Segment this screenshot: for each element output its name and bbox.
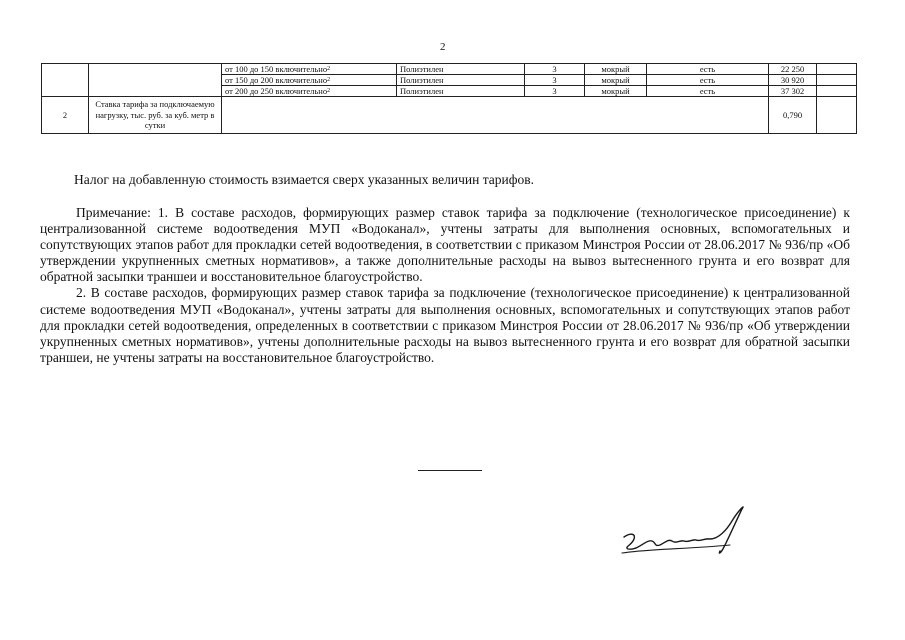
number-cell: [42, 64, 89, 97]
note-paragraph-2: 2. В составе расходов, формирующих размер ставок тарифа за подключение (технологическое присоединение) к централизованной системе водоотведения МУП «Водоканал», учтены затраты для выполнения основных, вспомогательных и сопутствующих этапов работ для прокладки сетей водоотведения, определенных в соответствии с приказом Минстроя России от 28.06.2017 № 936/пр «Об утверждении укрупненных сметных нормативов», учтены дополнительные расходы на вывоз вытесненного грунта и его возврат для обратной засыпки траншеи, не учтены затраты на восстановительное благоустройство.: [40, 285, 850, 365]
footnote-mark: 2: [327, 88, 331, 94]
value-cell: 22 250: [769, 64, 817, 75]
notes-section: [40, 205, 850, 366]
note-paragraph-1: Примечание: 1. В составе расходов, формирующих размер ставок тарифа за подключение (технологическое присоединение) к централизованной системе водоотведения МУП «Водоканал», учтены затраты для выполнения основных, вспомогательных и сопутствующих этапов работ для прокладки сетей водоотведения, в соответствии с приказом Минстроя России от 28.06.2017 № 936/пр «Об утверждении укрупненных сметных нормативов», а также дополнительные расходы на вывоз вытесненного грунта и его возврат для обратной засыпки траншеи и восстановительное благоустройство.: [40, 205, 850, 285]
value-cell: 37 302: [769, 86, 817, 97]
separator-line: [418, 470, 482, 471]
range-text: от 200 до 250 включительно: [225, 86, 328, 96]
row-value: 0,790: [769, 97, 817, 134]
range-cell: [222, 64, 397, 75]
page-number: 2: [440, 41, 446, 53]
range-cell: [222, 86, 397, 97]
range-cell: [222, 75, 397, 86]
flag-cell: есть: [647, 64, 769, 75]
soil-cell: мокрый: [585, 75, 647, 86]
empty-cell: [817, 86, 857, 97]
material-cell: Полиэтилен: [397, 64, 525, 75]
signature: [618, 495, 758, 562]
empty-cell: [817, 97, 857, 134]
tariff-table: [41, 63, 857, 134]
depth-cell: 3: [525, 75, 585, 86]
vat-note: Налог на добавленную стоимость взимается сверх указанных величин тарифов.: [74, 172, 535, 187]
footnote-mark: 2: [327, 66, 331, 72]
flag-cell: есть: [647, 86, 769, 97]
footnote-mark: 2: [327, 77, 331, 83]
flag-cell: есть: [647, 75, 769, 86]
empty-cell: [817, 75, 857, 86]
empty-cell: [817, 64, 857, 75]
soil-cell: мокрый: [585, 86, 647, 97]
material-cell: Полиэтилен: [397, 86, 525, 97]
value-cell: 30 920: [769, 75, 817, 86]
depth-cell: 3: [525, 64, 585, 75]
empty-span-cell: [222, 97, 769, 134]
table-row: [42, 64, 857, 75]
signature-image: [618, 495, 758, 557]
soil-cell: мокрый: [585, 64, 647, 75]
row-name: Ставка тарифа за подключаемую нагрузку, тыс. руб. за куб. метр в сутки: [89, 97, 222, 134]
range-text: от 100 до 150 включительно: [225, 64, 328, 74]
material-cell: Полиэтилен: [397, 75, 525, 86]
name-cell: [89, 64, 222, 97]
row-number: 2: [42, 97, 89, 134]
table-row: [42, 97, 857, 134]
depth-cell: 3: [525, 86, 585, 97]
range-text: от 150 до 200 включительно: [225, 75, 328, 85]
